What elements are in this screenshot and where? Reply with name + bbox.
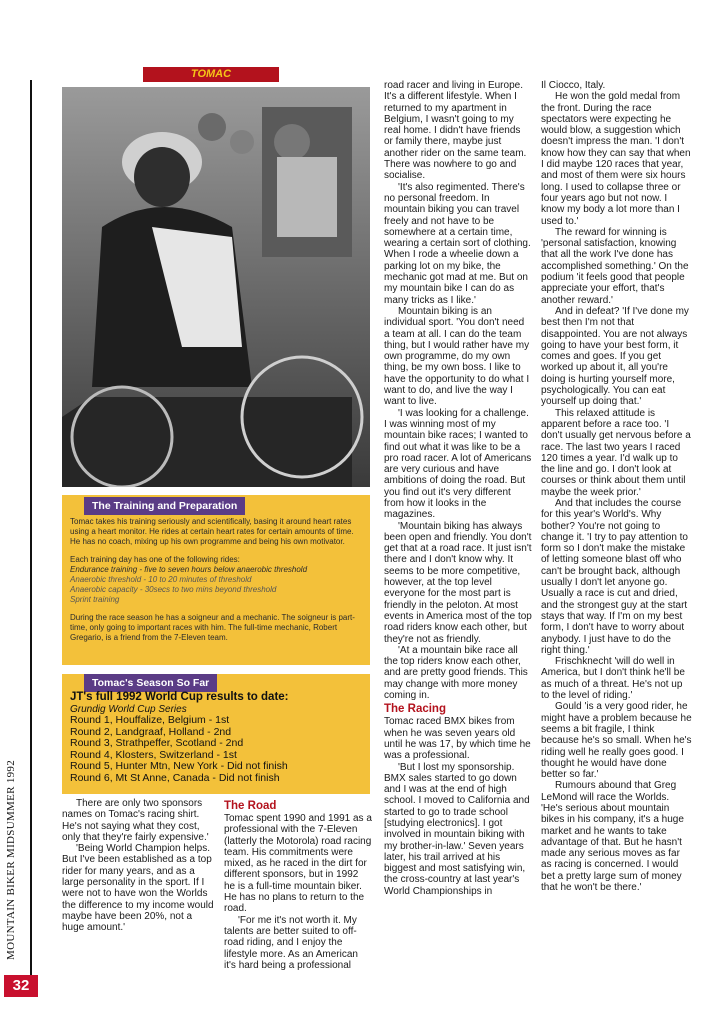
training-outro: During the race season he has a soigneur and a mechanic. The soigneur is part-time, only going to important races with him. The full-time mechanic, Robert Gregario, is a friend from the 7-Eleven team. [70, 613, 355, 642]
training-text [70, 517, 364, 643]
season-results [70, 692, 289, 784]
training-ride: Sprint training [70, 595, 120, 604]
paragraph: 'At a mountain bike race all the top riders know each other, and are pretty good friends. This may change with more money coming in. [384, 644, 528, 702]
paragraph: Tomac raced BMX bikes from when he was seven years old until he was 17, by which time he was a professional. [384, 716, 531, 762]
training-ride: Anaerobic capacity - 30secs to two mins beyond threshold [70, 585, 277, 594]
article-column-2 [224, 798, 372, 971]
results-round: Round 3, Strathpeffer, Scotland - 2nd [70, 737, 244, 749]
article-column-4 [541, 80, 693, 893]
paragraph: The reward for winning is 'personal satisfaction, knowing that all the work I've done has accomplished something.' On the podium 'it feels good that people appreciate your effort, that's another reward.' [541, 226, 689, 306]
training-ride: Anaerobic threshold - 10 to 20 minutes of threshold [70, 575, 252, 584]
season-heading: Tomac's Season So Far [84, 674, 217, 692]
results-round: Round 1, Houffalize, Belgium - 1st [70, 714, 230, 726]
subheading-road: The Road [224, 800, 277, 812]
results-title: JT's full 1992 World Cup results to date: [70, 691, 289, 703]
page-number: 32 [4, 975, 38, 997]
page-frame-left [30, 80, 32, 985]
results-series: Grundig World Cup Series [70, 703, 187, 715]
paragraph: And in defeat? 'If I've done my best then I'm not that disappointed. You are not always going to have your best form, it comes and goes. If you get worked up about it, all you're doing is hurting yourself more, psychologically. You can eat yourself up doing that.' [541, 305, 689, 408]
training-box [62, 495, 370, 665]
paragraph: Tomac spent 1990 and 1991 as a professional with the 7-Eleven (latterly the Motorola) road racing team. His commitments were mixed, as he raced in the dirt for different sponsors, but in 1992 he is a full-time mountain biker. He has no plans to return to the road. [224, 813, 372, 915]
paragraph: 'It's also regimented. There's no personal freedom. In mountain biking you can travel freely and not have to be somewhere at a certain time, wearing a certain sort of clothing. When I rode a wheelie down a parking lot on my bike, the mechanic got mad at me. But on my mountain bike I can do as many tricks as I like.' [384, 181, 531, 306]
paragraph: 'But I lost my sponsorship. BMX sales started to go down and I was at the end of high school. I moved to California and started to go to trade school [studying electronics]. I got involved in mountain biking with my brother-in-law.' Seven years later, his trail arrived at his biggest and most satisfying win, the cross-country at last year's World Championships in [384, 761, 530, 897]
paragraph: 'I was looking for a challenge. I was winning most of my mountain bike races; I wanted to find out what it was like to be a pro road racer. A lot of Americans are very curious and have ambitions of doing the road. But you find out it's very different from how it looks in the magazines. [384, 407, 532, 521]
results-round: Round 4, Klosters, Switzerland - 1st [70, 748, 237, 761]
training-ride: Endurance training - five to seven hours below anaerobic threshold [70, 565, 308, 574]
paragraph: Il Ciocco, Italy. [541, 80, 606, 91]
training-intro: Tomac takes his training seriously and scientifically, basing it around heart rates using a heart monitor. He rides at certain heart rates for certain amounts of time. He has no coach, mixing up his own programme and being his own motivator. [70, 517, 354, 546]
subheading-racing: The Racing [384, 703, 446, 716]
paragraph: There are only two sponsors names on Tomac's racing shirt. He's not saying what they cost, only that they're fairly expensive.' [62, 798, 209, 843]
paragraph: Gould 'is a very good rider, he might have a problem because he seems a bit fragile, I think because he's so small. When he's riding well he really goes good. I thought he would have done better so far.' [541, 701, 692, 781]
paragraph: 'Being World Champion helps. But I've been established as a top rider for many years, and as a large personality in the sport. If I were not to have won the Worlds the difference to my income would maybe have been 20%, not a huge amount.' [62, 843, 214, 934]
results-round: Round 5, Hunter Mtn, New York - Did not finish [70, 760, 288, 772]
paragraph: He won the gold medal from the front. During the race spectators were expecting he would blow, a suggestion which doesn't impress the man. 'I don't know how they can say that when I did maybe 120 races that year, and most of them were six hours long. I used to collapse three or four years ago but not now. I know my body a lot more than I used to.' [541, 91, 691, 227]
rider-photo [62, 87, 370, 487]
article-column-3 [384, 80, 532, 897]
results-round: Round 2, Landgraaf, Holland - 2nd [70, 725, 232, 738]
article-column-1 [62, 798, 214, 934]
training-lead: Each training day has one of the following rides: [70, 555, 240, 564]
section-tag: TOMAC [143, 67, 279, 82]
running-footer: MOUNTAIN BIKER MIDSUMMER 1992 [5, 759, 17, 960]
paragraph: And that includes the course for this year's World's. Why bother? You're not going to change it. 'I try to pay attention to form so I don't make the mistake of letting someone blast off who can't be brought back, although usually I don't let anyone go. Usually a race is cut and dried, and the strongest guy at the start stays that way. If I'm on my best form, I don't have to worry about anybody. I just have to do the right thing.' [541, 497, 688, 656]
paragraph: Mountain biking is an individual sport. 'You don't need a team at all. I can do the team thing, but I would rather have my own programme, do my own thing, be my own boss. I like to have the opportunity to do what I want to do, and live the way I want to live. [384, 305, 530, 408]
paragraph: This relaxed attitude is apparent before a race too. 'I don't usually get nervous before a race. The last two years I raced 120 times a year. I'd walk up to the line and go. I don't look at courses or think about them until maybe the week prior.' [541, 407, 691, 498]
paragraph: 'Mountain biking has always been open and friendly. You don't get that at a road race. It just isn't there and I don't know why. It seems to be more competitive, however, at the top level everyone for the most part is friendly in the peloton. At most events in America most of the top road riders know each other, but they're not as friendly. [384, 520, 532, 645]
paragraph: Rumours abound that Greg LeMond will race the Worlds. 'He's serious about mountain bikes in his company, it's a huge market and he wants to take advantage of that. But he hasn't made any serious moves as far as racing is concerned. I would bet a pretty large sum of money that he won't be there.' [541, 780, 684, 894]
paragraph: Frischknecht 'will do well in America, but I don't think he'll be as much of a threat. He's not up to the level of riding.' [541, 656, 685, 702]
results-round: Round 6, Mt St Anne, Canada - Did not finish [70, 771, 280, 784]
paragraph: road racer and living in Europe. It's a different lifestyle. When I returned to my apartment in Belgium, I wasn't going to my real home. I didn't have friends or family there, maybe just another rider on the same team. There was nowhere to go and socialise. [384, 80, 527, 182]
season-box [62, 674, 370, 794]
rider-photo-image [62, 87, 370, 487]
training-heading: The Training and Preparation [84, 497, 245, 515]
paragraph: 'For me it's not worth it. My talents are better suited to off-road riding, and I enjoy the lifestyle more. As an American it's hard being a professional [224, 914, 358, 971]
